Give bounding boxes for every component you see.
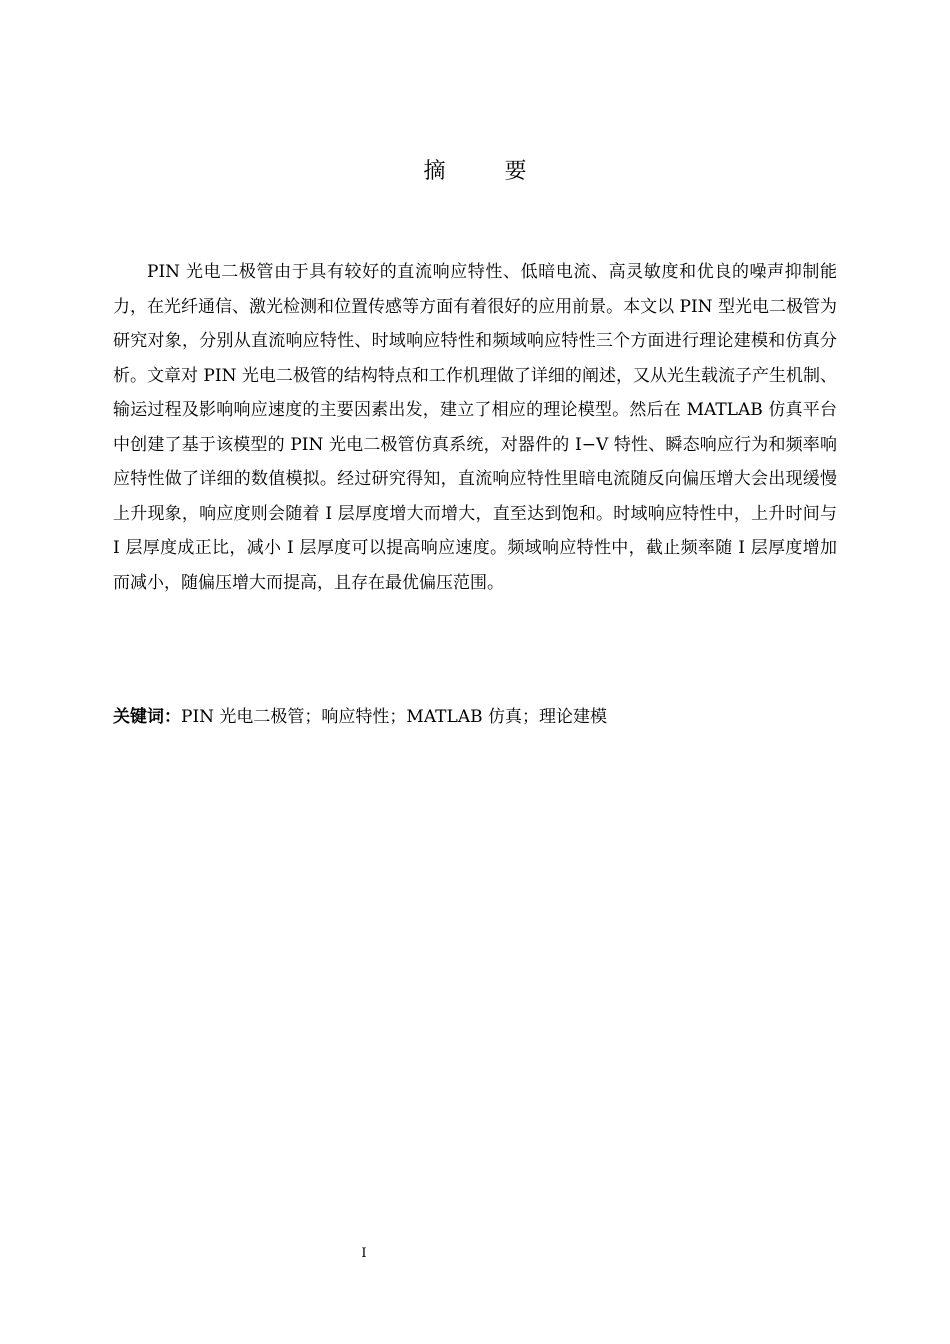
- keywords-line: [113, 700, 837, 734]
- page-title: 摘 要: [423, 159, 553, 184]
- keywords-label: 关键词：: [113, 707, 181, 727]
- page-number: I: [361, 1246, 367, 1261]
- keywords-text: PIN 光电二极管；响应特性；MATLAB 仿真；理论建模: [181, 707, 607, 727]
- abstract-body: PIN 光电二极管由于具有较好的直流响应特性、低暗电流、高灵敏度和优良的噪声抑制能力，在光纤通信、激光检测和位置传感等方面有着很好的应用前景。本文以 PIN 型光电二极管为研究对象，分别从直流响应特性、时域响应特性和频域响应特性三个方面进行理论建模和仿真分析。文章对 PIN 光电二极管的结构特点和工作机理做了详细的阐述，又从光生载流子产生机制、输运过程及影响响应速度的主要因素出发，建立了相应的理论模型。然后在 MATLAB 仿真平台中创建了基于该模型的 PIN 光电二极管仿真系统，对器件的 I−V 特性、瞬态响应行为和频率响应特性做了详细的数值模拟。经过研究得知，直流响应特性里暗电流随反向偏压增大会出现缓慢上升现象，响应度则会随着 I 层厚度增大而增大，直至达到饱和。时域响应特性中，上升时间与 I 层厚度成正比，减小 I 层厚度可以提高响应速度。频域响应特性中，截止频率随 I 层厚度增加而减小，随偏压增大而提高，且存在最优偏压范围。: [113, 262, 837, 593]
